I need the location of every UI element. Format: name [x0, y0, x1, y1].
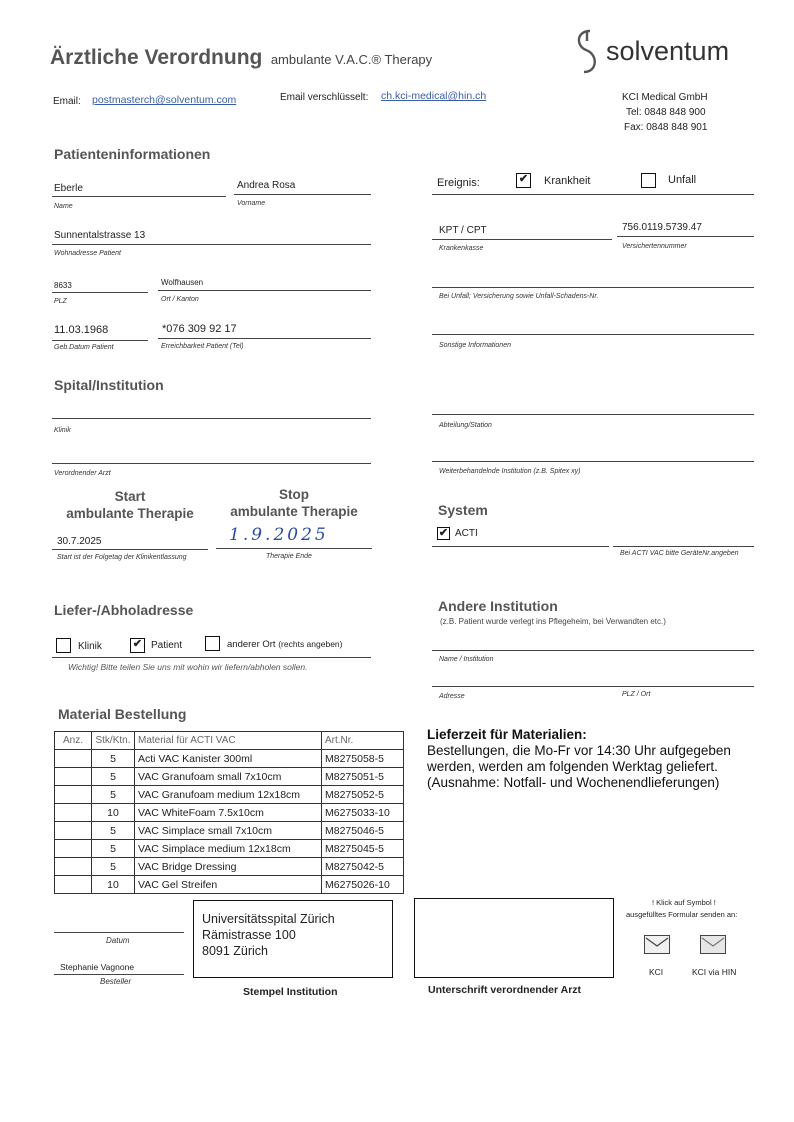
label-signature: Unterschrift verordnender Arzt	[428, 984, 582, 996]
cell-material: VAC Bridge Dressing	[135, 858, 322, 876]
label-unfall-nr: Bei Unfall; Versicherung sowie Unfall-Schadens-Nr.	[439, 293, 599, 300]
lieferzeit-line1: Bestellungen, die Mo-Fr vor 14:30 Uhr aufgegeben	[427, 743, 731, 758]
line-dob	[52, 340, 148, 341]
patient-tel[interactable]: *076 309 92 17	[162, 323, 237, 335]
cell-material: Acti VAC Kanister 300ml	[135, 750, 322, 768]
line-tel	[158, 338, 371, 339]
title-main: Ärztliche Verordnung	[50, 46, 263, 69]
event-label: Ereignis:	[437, 177, 480, 189]
table-row	[55, 804, 404, 822]
col-artnr: Art.Nr.	[322, 732, 404, 750]
brand-logo	[572, 28, 742, 78]
andere-note: (z.B. Patient wurde verlegt ins Pflegeheim, bei Verwandten etc.)	[440, 617, 666, 626]
start-title-1: Start	[114, 489, 146, 504]
section-system: System	[438, 502, 488, 518]
section-andere: Andere Institution	[438, 598, 558, 614]
cell-artnr: M6275026-10	[322, 876, 404, 894]
label-start: Start ist der Folgetag der Klinikentlassung	[57, 554, 187, 561]
label-kci: KCI	[649, 967, 664, 977]
label-klinik: Klinik	[54, 427, 71, 434]
label-stop: Therapie Ende	[266, 553, 312, 560]
label-unfall: Unfall	[668, 174, 697, 186]
label-krankheit: Krankheit	[544, 175, 591, 187]
line-abteilung	[432, 414, 754, 415]
brand-name: solventum	[606, 36, 730, 66]
cell-stk: 5	[92, 786, 135, 804]
line-vnr	[617, 236, 754, 237]
cell-anz[interactable]	[55, 876, 92, 894]
label-anderer-opt	[227, 639, 342, 650]
label-arzt: Verordnender Arzt	[54, 470, 111, 477]
cell-stk: 5	[92, 858, 135, 876]
company-tel: Tel: 0848 848 900	[626, 107, 706, 118]
stamp-line3: 8091 Zürich	[202, 944, 269, 958]
kasse-value[interactable]: KPT / CPT	[439, 225, 487, 236]
cell-artnr: M8275045-5	[322, 840, 404, 858]
label-geraet: Bei ACTI VAC bitte GeräteNr.angeben	[620, 550, 739, 557]
cell-material: VAC Gel Streifen	[135, 876, 322, 894]
cell-stk: 5	[92, 822, 135, 840]
cell-anz[interactable]	[55, 768, 92, 786]
cell-artnr: M8275051-5	[322, 768, 404, 786]
company-name: KCI Medical GmbH	[622, 92, 708, 103]
stamp-line2: Rämistrasse 100	[202, 928, 296, 942]
title-sub: ambulante V.A.C.® Therapy	[270, 52, 433, 67]
start-title	[52, 488, 208, 522]
label-klinik-opt: Klinik	[78, 641, 102, 652]
col-material: Material für ACTI VAC	[135, 732, 322, 750]
checkbox-patient[interactable]: ✔	[130, 638, 145, 653]
cell-material: VAC WhiteFoam 7.5x10cm	[135, 804, 322, 822]
patient-dob[interactable]: 11.03.1968	[54, 324, 109, 336]
label-hin: KCI via HIN	[692, 967, 737, 977]
cell-material: VAC Granufoam medium 12x18cm	[135, 786, 322, 804]
cell-artnr: M8275058-5	[322, 750, 404, 768]
label-stamp: Stempel Institution	[243, 986, 338, 998]
stop-title-2: ambulante Therapie	[230, 504, 358, 519]
line-arzt	[52, 463, 371, 464]
cell-anz[interactable]	[55, 822, 92, 840]
section-spital: Spital/Institution	[54, 377, 164, 393]
label-andere-adresse: Adresse	[439, 693, 465, 700]
table-row	[55, 858, 404, 876]
cell-anz[interactable]	[55, 804, 92, 822]
label-besteller: Besteller	[100, 977, 132, 986]
line-address	[52, 244, 371, 245]
label-name: Name	[54, 203, 73, 210]
label-sonstige: Sonstige Informationen	[439, 342, 511, 349]
label-ort: Ort / Kanton	[161, 296, 199, 303]
patient-plz[interactable]: 8633	[54, 281, 72, 290]
section-delivery: Liefer-/Abholadresse	[54, 602, 194, 618]
stamp-box[interactable]	[193, 900, 393, 978]
stamp-line1: Universitätsspital Zürich	[202, 912, 335, 926]
email-label: Email:	[53, 96, 81, 107]
label-plz: PLZ	[54, 298, 67, 305]
table-row	[55, 786, 404, 804]
line-delivery	[52, 657, 371, 658]
label-andere-name: Name / Institution	[439, 656, 494, 663]
besteller-name[interactable]: Stephanie Vagnone	[60, 962, 135, 972]
section-material: Material Bestellung	[58, 706, 187, 722]
cell-artnr: M8275046-5	[322, 822, 404, 840]
patient-vorname[interactable]: Andrea Rosa	[237, 180, 296, 191]
line-unfall-nr	[432, 287, 754, 288]
label-acti: ACTI	[455, 528, 478, 539]
start-title-2: ambulante Therapie	[66, 506, 194, 521]
send-note2: ausgefülltes Formular senden an:	[626, 910, 738, 919]
cell-artnr: M6275033-10	[322, 804, 404, 822]
line-besteller	[54, 974, 184, 975]
checkbox-krankheit[interactable]: ✔	[516, 173, 531, 188]
cell-material: VAC Simplace small 7x10cm	[135, 822, 322, 840]
line-klinik	[52, 418, 371, 419]
label-dob: Geb.Datum Patient	[54, 344, 114, 351]
line-start	[52, 549, 208, 550]
cell-stk: 10	[92, 804, 135, 822]
stop-title	[216, 486, 372, 520]
cell-anz[interactable]	[55, 786, 92, 804]
label-datum: Datum	[106, 936, 130, 945]
material-table	[54, 731, 404, 894]
table-row	[55, 822, 404, 840]
label-address: Wohnadresse Patient	[54, 250, 121, 257]
label-anderer-note: (rechts angeben)	[278, 639, 343, 649]
cell-artnr: M8275042-5	[322, 858, 404, 876]
lieferzeit-block	[427, 727, 767, 791]
patient-ort[interactable]: Wolfhausen	[161, 278, 204, 287]
line-vorname	[234, 194, 371, 195]
line-kasse	[432, 239, 612, 240]
col-stk: Stk/Ktn.	[92, 732, 135, 750]
line-event	[432, 194, 754, 195]
cell-stk: 5	[92, 840, 135, 858]
line-datum	[54, 932, 184, 933]
mail-hin-icon[interactable]	[700, 935, 726, 954]
line-ort	[158, 290, 371, 291]
send-note1: ! Klick auf Symbol !	[652, 898, 716, 907]
patient-address[interactable]: Sunnentalstrasse 13	[54, 230, 146, 241]
cell-stk: 10	[92, 876, 135, 894]
email-enc-link[interactable]: ch.kci-medical@hin.ch	[381, 90, 487, 102]
delivery-note: Wichtig! Bitte teilen Sie uns mit wohin wir liefern/abholen sollen.	[68, 662, 308, 672]
label-vorname: Vorname	[237, 200, 266, 207]
cell-artnr: M8275052-5	[322, 786, 404, 804]
start-value[interactable]: 30.7.2025	[57, 536, 102, 547]
email-link[interactable]: postmasterch@solventum.com	[92, 94, 237, 106]
lieferzeit-title: Lieferzeit für Materialien:	[427, 727, 587, 742]
table-row	[55, 750, 404, 768]
label-andere-plz: PLZ / Ort	[622, 691, 651, 698]
line-system	[432, 546, 609, 547]
col-anz: Anz.	[55, 732, 92, 750]
label-patient-opt: Patient	[151, 640, 183, 651]
lieferzeit-line2: werden, werden am folgenden Werktag geliefert.	[427, 759, 718, 774]
cell-anz[interactable]	[55, 750, 92, 768]
checkbox-klinik[interactable]	[56, 638, 71, 653]
line-geraet	[613, 546, 754, 547]
line-weiter	[432, 461, 754, 462]
solventum-s-icon	[572, 28, 602, 76]
page-title	[50, 46, 432, 70]
line-name	[52, 196, 226, 197]
patient-name[interactable]: Eberle	[54, 183, 83, 194]
mail-kci-icon[interactable]	[644, 935, 670, 954]
company-fax: Fax: 0848 848 901	[624, 122, 708, 133]
checkbox-unfall[interactable]	[641, 173, 656, 188]
cell-stk: 5	[92, 768, 135, 786]
email-enc-label: Email verschlüsselt:	[280, 92, 369, 103]
cell-anz[interactable]	[55, 858, 92, 876]
label-anderer-text: anderer Ort	[227, 639, 276, 650]
section-patient: Patienteninformationen	[54, 146, 211, 162]
signature-box[interactable]	[414, 898, 614, 978]
checkbox-anderer[interactable]	[205, 636, 220, 651]
vnr-value[interactable]: 756.0119.5739.47	[622, 222, 702, 233]
material-header-row	[55, 732, 404, 750]
checkbox-acti[interactable]: ✔	[438, 527, 449, 539]
cell-material: VAC Simplace medium 12x18cm	[135, 840, 322, 858]
label-kasse: Krankenkasse	[439, 245, 484, 252]
cell-anz[interactable]	[55, 840, 92, 858]
stop-value-handwritten[interactable]: 1.9.2025	[229, 525, 329, 545]
label-vnr: Versichertennummer	[622, 243, 687, 250]
cell-material: VAC Granufoam small 7x10cm	[135, 768, 322, 786]
lieferzeit-line3: (Ausnahme: Notfall- und Wochenendlieferungen)	[427, 775, 720, 790]
label-abteilung: Abteilung/Station	[439, 422, 492, 429]
table-row	[55, 768, 404, 786]
line-sonstige	[432, 334, 754, 335]
label-tel: Erreichbarkeit Patient (Tel)	[161, 343, 244, 350]
line-plz	[52, 292, 148, 293]
table-row	[55, 876, 404, 894]
stop-title-1: Stop	[279, 487, 309, 502]
line-andere-adresse	[432, 686, 754, 687]
line-andere-name	[432, 650, 754, 651]
label-weiter: Weiterbehandelnde Institution (z.B. Spitex xy)	[439, 468, 581, 475]
cell-stk: 5	[92, 750, 135, 768]
table-row	[55, 840, 404, 858]
line-stop	[216, 548, 372, 549]
